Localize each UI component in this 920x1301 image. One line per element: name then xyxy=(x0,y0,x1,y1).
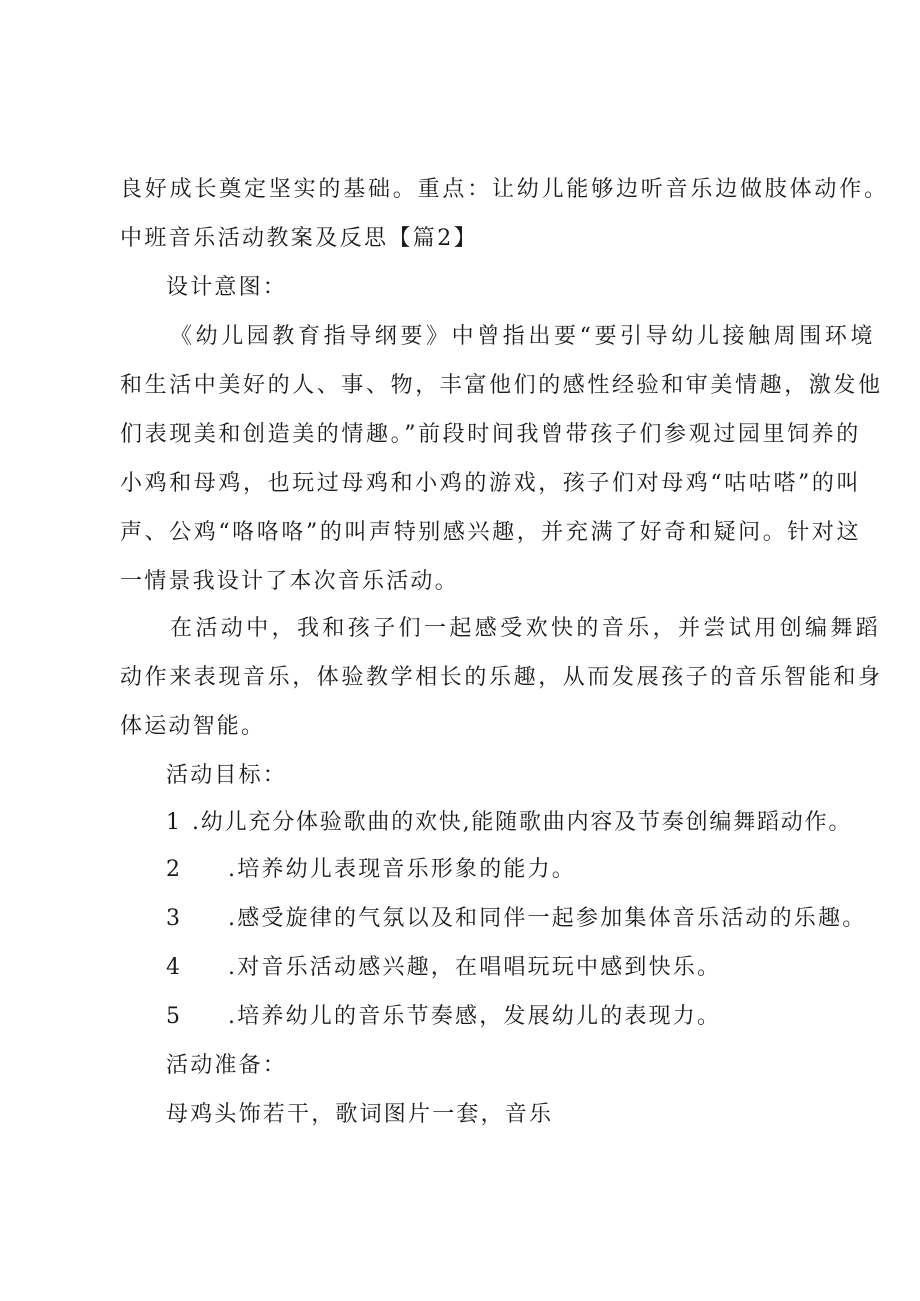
design-paragraph-line: 们表现美和创造美的情趣。”前段时间我曾带孩子们参观过园里饲养的 xyxy=(120,422,861,447)
design-paragraph-line: 小鸡和母鸡，也玩过母鸡和小鸡的游戏，孩子们对母鸡“咕咕嗒”的叫 xyxy=(120,471,862,496)
activity-paragraph-line: 动作来表现音乐，体验教学相长的乐趣，从而发展孩子的音乐智能和身 xyxy=(120,665,883,690)
design-paragraph-line: 声、公鸡“咯咯咯”的叫声特别感兴趣，并充满了好奇和疑问。针对这 xyxy=(120,520,862,545)
design-heading: 设计意图： xyxy=(166,275,288,300)
design-paragraph-line: 和生活中美好的人、事、物，丰富他们的感性经验和审美情趣，激发他 xyxy=(120,373,883,398)
activity-paragraph-line: 体运动智能。 xyxy=(120,714,266,739)
goal-number: 4 xyxy=(166,955,180,980)
goal-text: .培养幼儿表现音乐形象的能力。 xyxy=(228,857,576,882)
goal-number: 1 xyxy=(166,810,180,835)
goal-number: 3 xyxy=(166,906,180,931)
activity-paragraph-line: 在活动中，我和孩子们一起感受欢快的音乐，并尝试用创编舞蹈 xyxy=(170,616,882,641)
design-paragraph-line: 一情景我设计了本次音乐活动。 xyxy=(120,569,459,594)
section-title: 中班音乐活动教案及反思【篇2】 xyxy=(120,226,478,251)
prep-heading: 活动准备： xyxy=(166,1053,288,1078)
design-paragraph-line: 《幼儿园教育指导纲要》中曾指出要“要引导幼儿接触周围环境 xyxy=(170,324,877,349)
goal-text: .感受旋律的气氛以及和同伴一起参加集体音乐活动的乐趣。 xyxy=(228,906,867,931)
goal-number: 5 xyxy=(166,1004,180,1029)
goal-text: .对音乐活动感兴趣，在唱唱玩玩中感到快乐。 xyxy=(228,955,722,980)
prep-text: 母鸡头饰若干，歌词图片一套，音乐 xyxy=(166,1102,554,1127)
goals-heading: 活动目标： xyxy=(166,763,288,788)
goal-number: 2 xyxy=(166,857,180,882)
goal-text: .幼儿充分体验歌曲的欢快,能随歌曲内容及节奏创编舞蹈动作。 xyxy=(192,810,853,835)
goal-text: .培养幼儿的音乐节奏感，发展幼儿的表现力。 xyxy=(228,1004,722,1029)
intro-line: 良好成长奠定坚实的基础。重点：让幼儿能够边听音乐边做肢体动作。 xyxy=(120,177,889,202)
